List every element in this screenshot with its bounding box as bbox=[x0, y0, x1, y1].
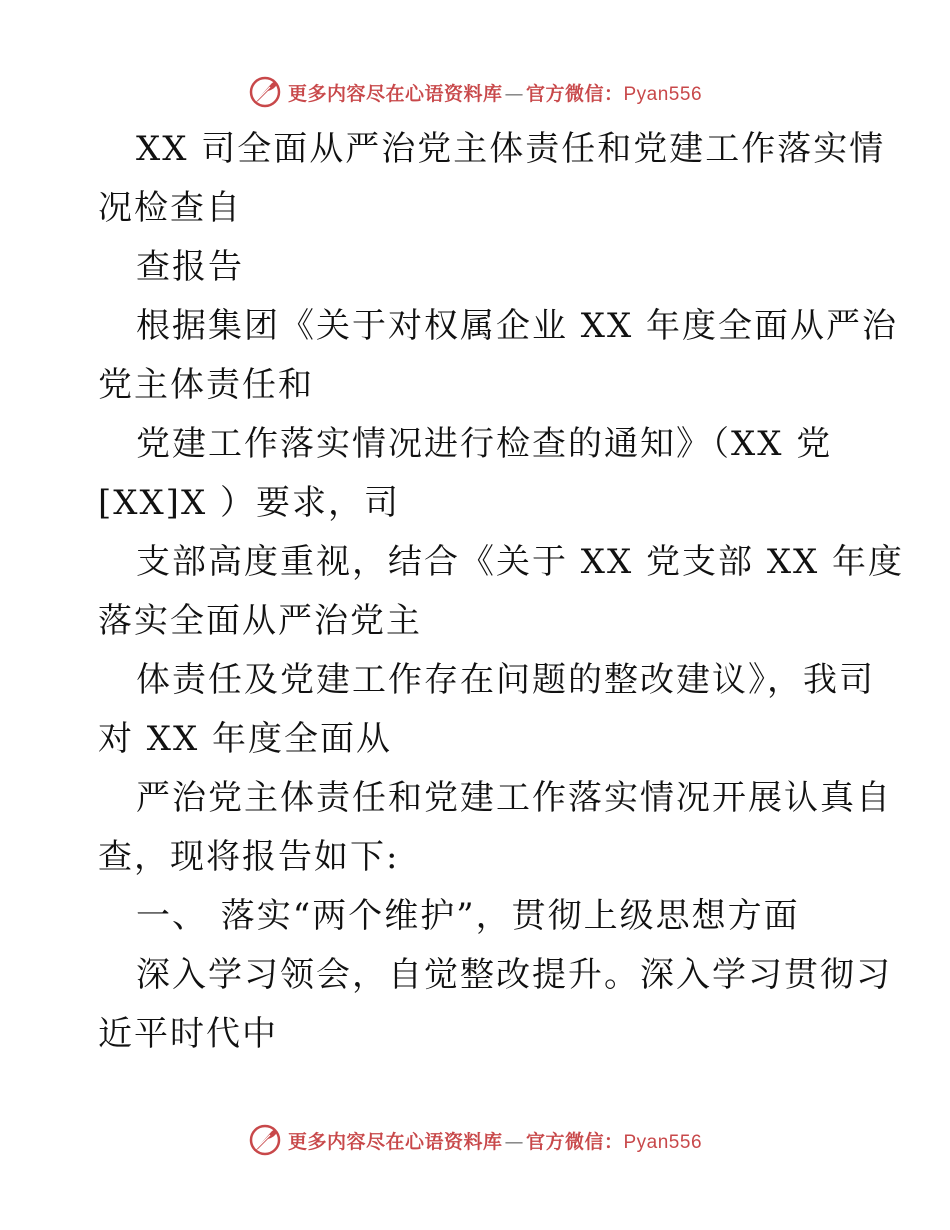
watermark-separator: — bbox=[504, 82, 524, 105]
watermark-brand: 更多内容尽在心语资料库 bbox=[287, 1130, 503, 1153]
doc-line: 体责任及党建工作存在问题的整改建议》，我司 bbox=[136, 660, 875, 700]
doc-line: 党建工作落实情况进行检查的通知》（XX 党 bbox=[136, 424, 833, 464]
watermark-wechat-id: Pyan556 bbox=[623, 83, 703, 105]
doc-line: 查，现将报告如下: bbox=[98, 837, 400, 877]
doc-line: 严治党主体责任和党建工作落实情况开展认真自 bbox=[136, 778, 892, 818]
doc-line: 查报告 bbox=[136, 247, 244, 287]
doc-line: 党主体责任和 bbox=[98, 365, 314, 405]
doc-line: 对 XX 年度全面从 bbox=[98, 719, 393, 759]
watermark-wechat-label: 官方微信： bbox=[525, 82, 624, 105]
document-body bbox=[98, 120, 905, 1064]
doc-line: [XX]X ）要求，司 bbox=[98, 483, 400, 523]
doc-line: 况检查自 bbox=[98, 188, 242, 228]
header-watermark bbox=[0, 72, 950, 112]
footer-watermark bbox=[0, 1120, 950, 1160]
doc-line: 一、 落实“两个维护”，贯彻上级思想方面 bbox=[136, 896, 800, 936]
doc-line: 近平时代中 bbox=[98, 1014, 278, 1054]
watermark-wechat-label: 官方微信： bbox=[525, 1130, 624, 1153]
watermark-brand: 更多内容尽在心语资料库 bbox=[287, 82, 503, 105]
watermark-text bbox=[288, 79, 702, 106]
doc-line: 支部高度重视，结合《关于 XX 党支部 XX 年度 bbox=[136, 542, 905, 582]
doc-line: 根据集团《关于对权属企业 XX 年度全面从严治 bbox=[136, 306, 899, 346]
watermark-separator: — bbox=[504, 1130, 524, 1153]
watermark-wechat-id: Pyan556 bbox=[623, 1131, 703, 1153]
doc-line: 落实全面从严治党主 bbox=[98, 601, 422, 641]
watermark-text bbox=[288, 1127, 702, 1154]
feather-pen-logo-icon bbox=[248, 1123, 282, 1157]
doc-line: XX 司全面从严治党主体责任和党建工作落实情 bbox=[136, 129, 886, 169]
doc-line: 深入学习领会，自觉整改提升。深入学习贯彻习 bbox=[136, 955, 892, 995]
feather-pen-logo-icon bbox=[248, 75, 282, 109]
